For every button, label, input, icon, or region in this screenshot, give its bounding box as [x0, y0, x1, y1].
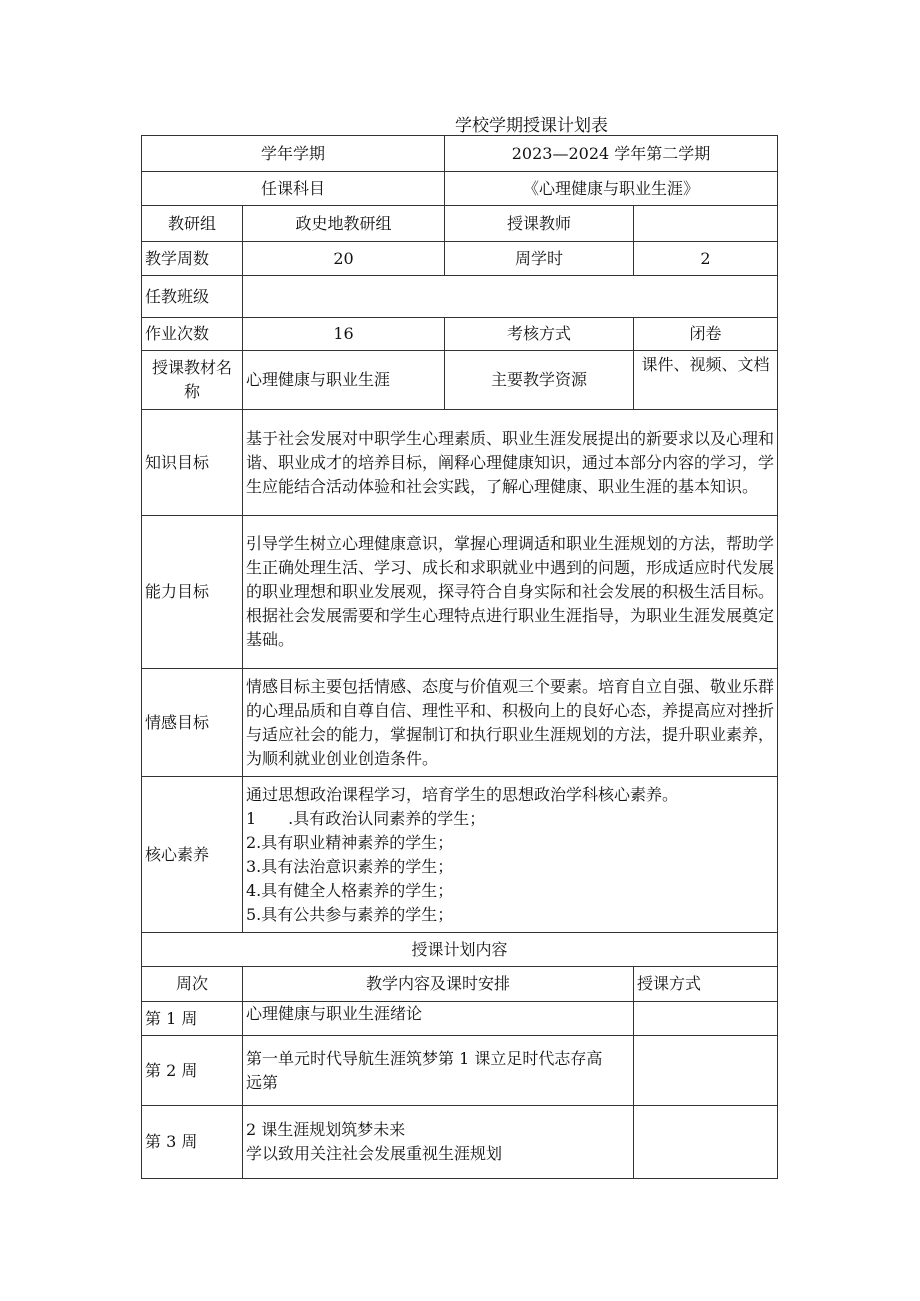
table-row [142, 1002, 778, 1036]
teacher-value [634, 206, 778, 242]
resources-value: 课件、视频、文档 [634, 351, 778, 410]
term-value: 2023—2024 学年第二学期 [445, 136, 778, 172]
core-literacy-row [142, 777, 778, 933]
method-cell [634, 1036, 778, 1106]
weeks-label: 教学周数 [142, 242, 243, 276]
weekly-hours-value: 2 [634, 242, 778, 276]
ability-goal-row [142, 516, 778, 669]
course-plan-table [141, 135, 778, 1179]
subject-row [142, 172, 778, 206]
homework-row [142, 318, 778, 351]
col-content-header: 教学内容及课时安排 [243, 967, 634, 1002]
exam-label: 考核方式 [445, 318, 634, 351]
class-label: 任教班级 [142, 276, 243, 318]
core-literacy-item: 5.具有公共参与素养的学生； [246, 904, 454, 924]
content-line: 2 课生涯规划筑梦未来 [246, 1120, 406, 1139]
col-method-header: 授课方式 [634, 967, 778, 1002]
ability-goal-text-2: 根据社会发展需要和学生心理特点进行职业生涯指导，为职业生涯发展奠定基础。 [246, 606, 775, 649]
subject-label: 任课科目 [142, 172, 445, 206]
plan-header-row [142, 967, 778, 1002]
week-cell: 第 2 周 [142, 1036, 243, 1106]
subject-value: 《心理健康与职业生涯》 [445, 172, 778, 206]
core-literacy-item: 1 .具有政治认同素养的学生； [246, 808, 486, 828]
group-value: 政史地教研组 [243, 206, 445, 242]
emotion-goal-row [142, 669, 778, 777]
term-label: 学年学期 [142, 136, 445, 172]
weekly-hours-label: 周学时 [445, 242, 634, 276]
content-line: 学以致用关注社会发展重视生涯规划 [246, 1144, 503, 1163]
weeks-row [142, 242, 778, 276]
emotion-goal-label: 情感目标 [142, 669, 243, 777]
term-row [142, 136, 778, 172]
textbook-row [142, 351, 778, 410]
core-literacy-item: 2.具有职业精神素养的学生； [246, 832, 454, 852]
table-row [142, 1106, 778, 1179]
weeks-value: 20 [243, 242, 445, 276]
textbook-value: 心理健康与职业生涯 [243, 351, 445, 410]
plan-section-row [142, 933, 778, 967]
group-label: 教研组 [142, 206, 243, 242]
ability-goal-text-1: 引导学生树立心理健康意识，掌握心理调适和职业生涯规划的方法，帮助学生正确处理生活、学习、成长和求职就业中遇到的问题，形成适应时代发展的职业理想和职业发展观，探寻符合自身实际和社会发展的积极生活目标。 [246, 534, 775, 601]
plan-section-title: 授课计划内容 [142, 933, 778, 967]
school-name-blank [288, 117, 453, 136]
method-cell [634, 1002, 778, 1036]
exam-value: 闭卷 [634, 318, 778, 351]
textbook-label: 授课教材名称 [142, 351, 243, 410]
knowledge-goal-row [142, 410, 778, 516]
ability-goal-label: 能力目标 [142, 516, 243, 669]
table-row [142, 1036, 778, 1106]
core-literacy-label: 核心素养 [142, 777, 243, 933]
group-row [142, 206, 778, 242]
teacher-label: 授课教师 [445, 206, 634, 242]
emotion-goal-text: 情感目标主要包括情感、态度与价值观三个要素。培育自立自强、敬业乐群的心理品质和自尊自信、理性平和、积极向上的良好心态，养提高应对挫折与适应社会的能力，掌握制订和执行职业生涯规划的方法，提升职业素养，为顺利就业创业创造条件。 [243, 669, 778, 777]
content-cell [243, 1036, 634, 1106]
homework-value: 16 [243, 318, 445, 351]
ability-goal-cell [243, 516, 778, 669]
content-cell: 心理健康与职业生涯绪论 [243, 1002, 634, 1036]
col-week-header: 周次 [142, 967, 243, 1002]
resources-label: 主要教学资源 [445, 351, 634, 410]
core-literacy-item: 3.具有法治意识素养的学生； [246, 856, 454, 876]
class-row [142, 276, 778, 318]
class-value [243, 276, 778, 318]
method-cell [634, 1106, 778, 1179]
core-literacy-cell [243, 777, 778, 933]
content-line: 远第 [246, 1072, 279, 1092]
title-text: 学校学期授课计划表 [455, 116, 608, 136]
week-cell: 第 3 周 [142, 1106, 243, 1179]
content-cell [243, 1106, 634, 1179]
core-literacy-item: 4.具有健全人格素养的学生； [246, 880, 454, 900]
content-line: 第一单元时代导航生涯筑梦第 1 课立足时代志存高 [246, 1048, 603, 1068]
knowledge-goal-text: 基于社会发展对中职学生心理素质、职业生涯发展提出的新要求以及心理和谐、职业成才的培养目标，阐释心理健康知识，通过本部分内容的学习，学生应能结合活动体验和社会实践，了解心理健康、职业生涯的基本知识。 [243, 410, 778, 516]
knowledge-goal-label: 知识目标 [142, 410, 243, 516]
homework-label: 作业次数 [142, 318, 243, 351]
core-literacy-intro: 通过思想政治课程学习，培育学生的思想政治学科核心素养。 [246, 784, 679, 804]
document-title [288, 112, 608, 136]
week-cell: 第 1 周 [142, 1002, 243, 1036]
